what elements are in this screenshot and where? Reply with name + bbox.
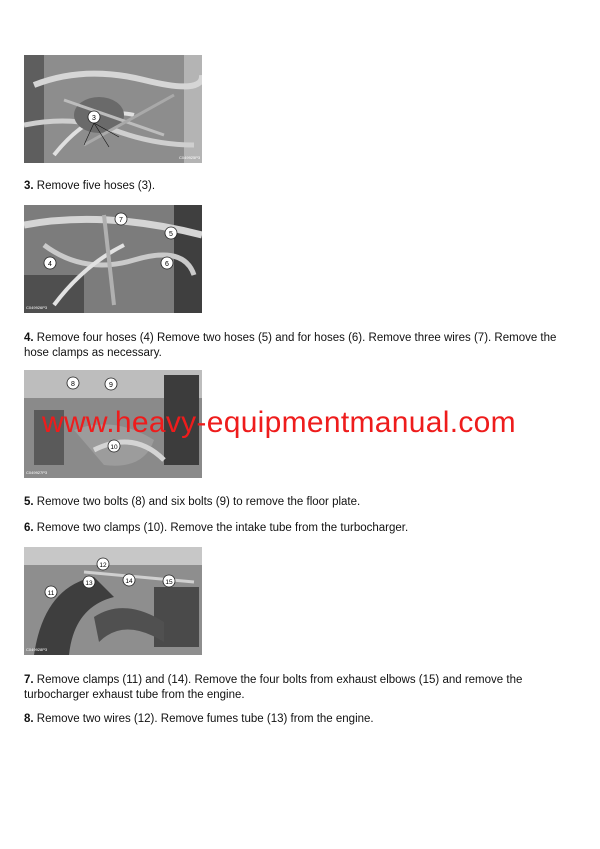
photo-code: C049926P3 bbox=[26, 305, 48, 310]
step-6 bbox=[24, 521, 570, 536]
engine-photo-exhaust bbox=[24, 547, 202, 655]
engine-photo-exhaust-image bbox=[24, 547, 202, 655]
step-text: Remove two wires (12). Remove fumes tube (13) from the engine. bbox=[33, 713, 374, 725]
step-number: 8. bbox=[24, 713, 34, 725]
step-number: 5. bbox=[24, 496, 34, 508]
engine-photo-hoses-wires bbox=[24, 205, 202, 313]
step-8 bbox=[24, 712, 570, 727]
step-text: Remove two clamps (10). Remove the intake tube from the turbocharger. bbox=[33, 522, 409, 534]
step-number: 3. bbox=[24, 180, 34, 192]
step-5 bbox=[24, 495, 570, 510]
step-text: Remove four hoses (4) Remove two hoses (5) and for hoses (6). Remove three wires (7). Remove the hose clamps as necessary. bbox=[24, 332, 557, 359]
engine-photo-hoses-image bbox=[24, 55, 202, 163]
engine-photo-hoses bbox=[24, 55, 202, 163]
callout-label: 4 bbox=[48, 261, 52, 268]
photo-code: C049925P3 bbox=[179, 155, 201, 160]
photo-code: C049928P3 bbox=[26, 647, 48, 652]
callout-label: 15 bbox=[165, 579, 173, 586]
step-7 bbox=[24, 673, 570, 703]
step-4 bbox=[24, 331, 570, 361]
watermark: www.heavy-equipmentmanual.com bbox=[42, 406, 516, 439]
engine-photo-hoses-wires-image bbox=[24, 205, 202, 313]
callout-label: 7 bbox=[119, 217, 123, 224]
callout-label: 11 bbox=[47, 590, 55, 597]
step-text: Remove two bolts (8) and six bolts (9) to remove the floor plate. bbox=[33, 496, 361, 508]
step-text: Remove five hoses (3). bbox=[33, 180, 156, 192]
step-number: 4. bbox=[24, 332, 34, 344]
callout-label: 3 bbox=[92, 115, 96, 122]
callout-label: 14 bbox=[125, 578, 133, 585]
callout-label: 8 bbox=[71, 381, 75, 388]
step-3 bbox=[24, 179, 570, 194]
step-number: 6. bbox=[24, 522, 34, 534]
callout-label: 9 bbox=[109, 382, 113, 389]
step-number: 7. bbox=[24, 674, 34, 686]
callout-label: 13 bbox=[85, 580, 93, 587]
callout-label: 10 bbox=[110, 444, 118, 451]
callout-label: 6 bbox=[165, 261, 169, 268]
callout-label: 12 bbox=[99, 562, 107, 569]
photo-code: C049927P3 bbox=[26, 470, 48, 475]
step-text: Remove clamps (11) and (14). Remove the four bolts from exhaust elbows (15) and remove the turbocharger exhaust tube from the engine. bbox=[24, 674, 523, 701]
callout-label: 5 bbox=[169, 231, 173, 238]
